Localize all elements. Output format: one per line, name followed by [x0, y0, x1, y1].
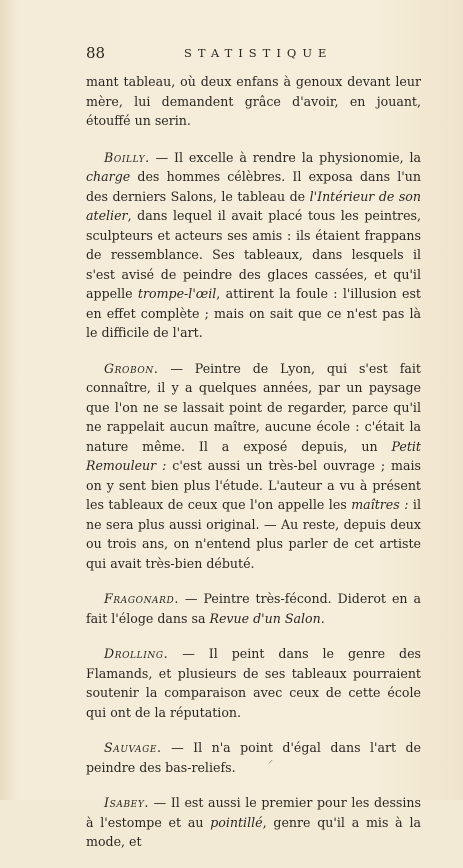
- text-run: , dans lequel il avait placé tous les peintres, sculpteurs et acteurs ses amis : ils étaient frappans de ressemblance. Ses tableaux, dans lesquels il s'est avisé de peindre des glaces cassées, et qu'il appelle: [86, 208, 421, 301]
- running-title: STATISTIQUE: [184, 46, 333, 60]
- italic-text: charge: [86, 169, 131, 184]
- text-run: — Peintre très-fécond. Diderot en a fait l'éloge dans sa: [86, 591, 421, 626]
- entry-fragonard: [86, 589, 421, 628]
- text-run: — Peintre de Lyon, qui s'est fait connaître, il y a quelques années, par un paysage que l'on ne se lassait point de regarder, parce qu'il ne rappelait aucun maître, aucune école : c'était la nature même. Il a exposé depuis, un: [86, 360, 421, 454]
- text-run: mant tableau, où deux enfans à genoux devant leur mère, lui demandent grâce d'avoir, en jouant, étouffé un serin.: [86, 74, 421, 128]
- text-run: — Il est aussi le premier pour les dessins à l'estompe et au: [86, 795, 421, 830]
- artist-name: Sauvage.: [104, 740, 162, 755]
- text-run: , attirent la foule : l'illusion est en effet complète ; mais on sait que ce n'est pas là le difficile de l'art.: [86, 286, 421, 340]
- entry-isabey: [86, 793, 421, 852]
- text-run: des hommes célèbres. Il exposa dans l'un des derniers Salons, le tableau de: [86, 169, 421, 204]
- text-run: — Il n'a point d'égal dans l'art de peindre des bas-reliefs.: [86, 740, 421, 775]
- text-run: — Il excelle à rendre la physionomie, la: [149, 149, 421, 165]
- artist-name: Boilly.: [104, 149, 150, 165]
- continued-paragraph: [86, 72, 421, 131]
- page-number: 88: [86, 44, 106, 62]
- italic-text: pointillé: [210, 814, 263, 830]
- entry-boilly: [86, 148, 421, 343]
- italic-text: Petit Remouleur :: [86, 438, 421, 473]
- italic-text: trompe-l'œil: [137, 286, 217, 301]
- italic-text: Revue d'un Salon.: [209, 610, 325, 626]
- artist-name: Fragonard.: [104, 591, 179, 606]
- italic-text: l'Intérieur de son atelier: [86, 188, 421, 223]
- page-body: [86, 72, 421, 868]
- page-header: [86, 44, 417, 64]
- entry-sauvage: [86, 738, 421, 777]
- artist-name: Drolling.: [104, 646, 169, 661]
- text-run: — Il peint dans le genre des Flamands, et plusieurs de ses tableaux pourraient soutenir la comparaison avec ceux de cette école qui ont de la réputation.: [86, 646, 421, 720]
- text-run: , genre qu'il a mis à la mode, et: [86, 814, 421, 849]
- italic-text: maîtres :: [351, 497, 409, 512]
- artist-name: Isabey.: [104, 795, 149, 810]
- entry-drolling: [86, 644, 421, 722]
- artist-name: Grobon.: [104, 360, 159, 376]
- entry-grobon: [86, 359, 421, 574]
- printer-mark: ⸍: [268, 759, 273, 770]
- text-run: il ne sera plus aussi original. — Au reste, depuis deux ou trois ans, on n'entend plus parler de cet artiste qui avait très-bien débuté.: [86, 497, 421, 571]
- text-run: c'est aussi un très-bel ouvrage ; mais on y sent bien plus l'étude. L'auteur a vu à présent les tableaux de ceux que l'on appelle les: [86, 458, 421, 512]
